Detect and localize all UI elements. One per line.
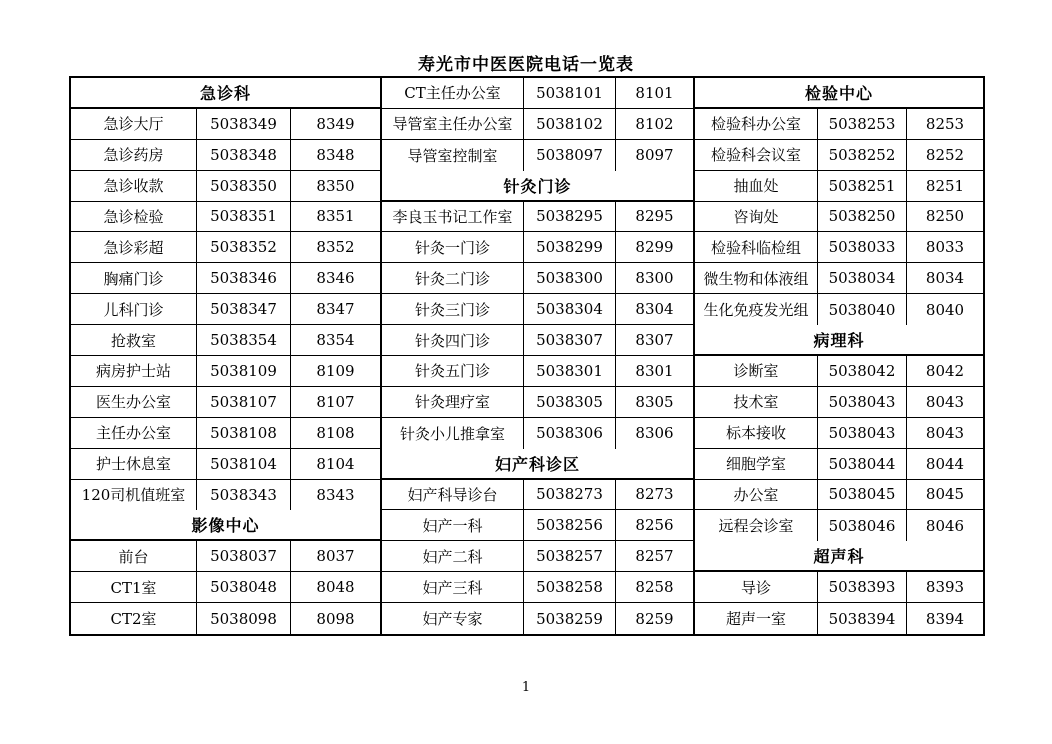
department-name: 检验科会议室 bbox=[695, 140, 818, 170]
table-row bbox=[71, 603, 380, 634]
phone-number: 5038043 bbox=[818, 418, 907, 448]
department-name: 妇产三科 bbox=[382, 572, 524, 602]
table-row bbox=[382, 140, 693, 171]
phone-number: 5038343 bbox=[197, 480, 291, 511]
table-row bbox=[71, 171, 380, 202]
table-row bbox=[695, 109, 983, 140]
table-row bbox=[382, 387, 693, 418]
extension-number: 8107 bbox=[316, 392, 355, 411]
extension-number: 8394 bbox=[925, 609, 965, 628]
phone-number: 5038348 bbox=[197, 140, 291, 170]
section-header bbox=[382, 171, 693, 202]
extension-number: 8347 bbox=[316, 300, 355, 319]
table-row bbox=[695, 202, 983, 233]
extension-number: 8343 bbox=[316, 485, 355, 504]
phone-number: 5038102 bbox=[524, 109, 616, 139]
department-name: 妇产专家 bbox=[382, 603, 524, 634]
phone-number: 5038394 bbox=[818, 603, 907, 634]
table-row bbox=[695, 356, 983, 387]
department-name: 针灸二门诊 bbox=[382, 263, 524, 293]
extension-number: 8393 bbox=[925, 578, 965, 597]
department-name: 针灸五门诊 bbox=[382, 356, 524, 386]
phone-number: 5038347 bbox=[197, 294, 291, 324]
section-title: 超声科 bbox=[813, 547, 865, 567]
extension-number: 8250 bbox=[925, 207, 965, 226]
department-name: 咨询处 bbox=[695, 202, 818, 232]
phone-number: 5038107 bbox=[197, 387, 291, 417]
department-name: 导管室控制室 bbox=[382, 140, 524, 171]
phone-number: 5038034 bbox=[818, 263, 907, 293]
table-row bbox=[71, 325, 380, 356]
section-header bbox=[695, 78, 983, 109]
table-row bbox=[71, 541, 380, 572]
extension-number: 8102 bbox=[635, 114, 674, 133]
directory-column-1 bbox=[69, 76, 382, 636]
table-row bbox=[382, 325, 693, 356]
department-name: 超声一室 bbox=[695, 603, 818, 634]
table-row bbox=[71, 387, 380, 418]
table-row bbox=[71, 232, 380, 263]
department-name: 诊断室 bbox=[695, 356, 818, 386]
phone-number: 5038258 bbox=[524, 572, 616, 602]
table-row bbox=[695, 449, 983, 480]
department-name: 检验科办公室 bbox=[695, 109, 818, 139]
extension-number: 8101 bbox=[635, 83, 674, 102]
phone-number: 5038304 bbox=[524, 294, 616, 324]
phone-number: 5038252 bbox=[818, 140, 907, 170]
section-title: 急诊科 bbox=[199, 83, 251, 103]
extension-number: 8299 bbox=[635, 238, 674, 257]
extension-number: 8046 bbox=[925, 516, 965, 535]
department-name: 抢救室 bbox=[71, 325, 197, 355]
phone-number: 5038040 bbox=[818, 294, 907, 325]
phone-number: 5038045 bbox=[818, 480, 907, 510]
extension-number: 8109 bbox=[316, 361, 355, 380]
table-row bbox=[71, 449, 380, 480]
table-row bbox=[382, 109, 693, 140]
phone-number: 5038042 bbox=[818, 356, 907, 386]
phone-number: 5038101 bbox=[524, 78, 616, 108]
department-name: CT主任办公室 bbox=[382, 78, 524, 108]
extension-number: 8108 bbox=[316, 423, 355, 442]
phone-number: 5038046 bbox=[818, 510, 907, 541]
phone-number: 5038352 bbox=[197, 232, 291, 262]
department-name: 急诊收款 bbox=[71, 171, 197, 201]
extension-number: 8305 bbox=[635, 392, 674, 411]
table-row bbox=[382, 510, 693, 541]
department-name: 妇产科导诊台 bbox=[382, 480, 524, 510]
department-name: 医生办公室 bbox=[71, 387, 197, 417]
table-row bbox=[71, 140, 380, 171]
phone-number: 5038351 bbox=[197, 202, 291, 232]
department-name: 办公室 bbox=[695, 480, 818, 510]
phone-number: 5038305 bbox=[524, 387, 616, 417]
extension-number: 8348 bbox=[316, 145, 355, 164]
department-name: 远程会诊室 bbox=[695, 510, 818, 541]
phone-number: 5038295 bbox=[524, 202, 616, 232]
phone-number: 5038033 bbox=[818, 232, 907, 262]
department-name: 针灸一门诊 bbox=[382, 232, 524, 262]
department-name: 妇产一科 bbox=[382, 510, 524, 540]
directory-column-2 bbox=[382, 76, 695, 636]
section-title: 影像中心 bbox=[191, 516, 260, 536]
department-name: 微生物和体液组 bbox=[695, 263, 818, 293]
table-row bbox=[382, 572, 693, 603]
extension-number: 8098 bbox=[316, 609, 355, 628]
table-row bbox=[71, 294, 380, 325]
table-row bbox=[382, 541, 693, 572]
phone-number: 5038350 bbox=[197, 171, 291, 201]
table-row bbox=[382, 232, 693, 263]
extension-number: 8257 bbox=[635, 547, 674, 566]
table-row bbox=[71, 418, 380, 449]
section-title: 病理科 bbox=[813, 331, 865, 351]
department-name: 儿科门诊 bbox=[71, 294, 197, 324]
table-row bbox=[382, 480, 693, 511]
department-name: 妇产二科 bbox=[382, 541, 524, 571]
extension-number: 8307 bbox=[635, 331, 674, 350]
table-row bbox=[695, 572, 983, 603]
extension-number: 8350 bbox=[316, 176, 355, 195]
department-name: CT1室 bbox=[71, 572, 197, 602]
section-header bbox=[382, 449, 693, 480]
extension-number: 8034 bbox=[925, 269, 965, 288]
department-name: 120司机值班室 bbox=[71, 480, 197, 511]
extension-number: 8097 bbox=[635, 146, 674, 165]
department-name: 护士休息室 bbox=[71, 449, 197, 479]
extension-number: 8306 bbox=[635, 424, 674, 443]
table-row bbox=[382, 418, 693, 449]
department-name: 针灸理疗室 bbox=[382, 387, 524, 417]
phone-number: 5038346 bbox=[197, 263, 291, 293]
extension-number: 8048 bbox=[316, 578, 355, 597]
extension-number: 8346 bbox=[316, 269, 355, 288]
extension-number: 8352 bbox=[316, 238, 355, 257]
department-name: 针灸三门诊 bbox=[382, 294, 524, 324]
table-row bbox=[382, 356, 693, 387]
phone-number: 5038108 bbox=[197, 418, 291, 448]
department-name: 检验科临检组 bbox=[695, 232, 818, 262]
phone-number: 5038104 bbox=[197, 449, 291, 479]
extension-number: 8256 bbox=[635, 516, 674, 535]
table-row bbox=[695, 418, 983, 449]
extension-number: 8253 bbox=[925, 114, 965, 133]
table-row bbox=[382, 294, 693, 325]
phone-number: 5038257 bbox=[524, 541, 616, 571]
phone-number: 5038109 bbox=[197, 356, 291, 386]
table-row bbox=[71, 356, 380, 387]
section-title: 妇产科诊区 bbox=[494, 454, 580, 474]
phone-number: 5038393 bbox=[818, 572, 907, 602]
department-name: 抽血处 bbox=[695, 171, 818, 201]
section-header bbox=[71, 510, 380, 541]
extension-number: 8259 bbox=[635, 609, 674, 628]
table-row bbox=[695, 232, 983, 263]
table-row bbox=[695, 263, 983, 294]
extension-number: 8304 bbox=[635, 300, 674, 319]
extension-number: 8037 bbox=[316, 547, 355, 566]
extension-number: 8300 bbox=[635, 269, 674, 288]
phone-number: 5038349 bbox=[197, 109, 291, 139]
department-name: 病房护士站 bbox=[71, 356, 197, 386]
phone-number: 5038307 bbox=[524, 325, 616, 355]
table-row bbox=[382, 263, 693, 294]
department-name: 李良玉书记工作室 bbox=[382, 202, 524, 232]
phone-number: 5038251 bbox=[818, 171, 907, 201]
section-header bbox=[695, 325, 983, 356]
department-name: 导管室主任办公室 bbox=[382, 109, 524, 139]
section-title: 针灸门诊 bbox=[503, 176, 572, 196]
table-row bbox=[382, 603, 693, 634]
table-row bbox=[695, 480, 983, 511]
department-name: 标本接收 bbox=[695, 418, 818, 448]
phone-number: 5038250 bbox=[818, 202, 907, 232]
extension-number: 8258 bbox=[635, 578, 674, 597]
extension-number: 8104 bbox=[316, 454, 355, 473]
extension-number: 8040 bbox=[925, 300, 965, 319]
table-row bbox=[71, 263, 380, 294]
extension-number: 8252 bbox=[925, 145, 965, 164]
extension-number: 8295 bbox=[635, 207, 674, 226]
page-title: 寿光市中医医院电话一览表 bbox=[418, 55, 634, 75]
table-row bbox=[71, 572, 380, 603]
phone-number: 5038299 bbox=[524, 232, 616, 262]
extension-number: 8351 bbox=[316, 207, 355, 226]
department-name: 针灸四门诊 bbox=[382, 325, 524, 355]
extension-number: 8301 bbox=[635, 361, 674, 380]
extension-number: 8043 bbox=[925, 423, 965, 442]
extension-number: 8349 bbox=[316, 114, 355, 133]
department-name: 技术室 bbox=[695, 387, 818, 417]
department-name: 主任办公室 bbox=[71, 418, 197, 448]
extension-number: 8251 bbox=[925, 176, 965, 195]
phone-number: 5038273 bbox=[524, 480, 616, 510]
extension-number: 8354 bbox=[316, 331, 355, 350]
table-row bbox=[382, 202, 693, 233]
department-name: 胸痛门诊 bbox=[71, 263, 197, 293]
phone-number: 5038048 bbox=[197, 572, 291, 602]
section-header bbox=[71, 78, 380, 109]
phone-number: 5038306 bbox=[524, 418, 616, 449]
extension-number: 8045 bbox=[925, 485, 965, 504]
table-row bbox=[71, 202, 380, 233]
table-row bbox=[695, 140, 983, 171]
table-row bbox=[695, 603, 983, 634]
phone-number: 5038300 bbox=[524, 263, 616, 293]
table-row bbox=[695, 171, 983, 202]
phone-number: 5038098 bbox=[197, 603, 291, 634]
extension-number: 8043 bbox=[925, 392, 965, 411]
phone-number: 5038044 bbox=[818, 449, 907, 479]
table-row bbox=[695, 387, 983, 418]
table-row bbox=[695, 510, 983, 541]
table-row bbox=[71, 480, 380, 511]
table-row bbox=[71, 109, 380, 140]
department-name: 导诊 bbox=[695, 572, 818, 602]
table-row bbox=[382, 78, 693, 109]
department-name: 急诊药房 bbox=[71, 140, 197, 170]
directory-column-3 bbox=[695, 76, 985, 636]
phone-number: 5038301 bbox=[524, 356, 616, 386]
phone-number: 5038253 bbox=[818, 109, 907, 139]
department-name: 前台 bbox=[71, 541, 197, 571]
department-name: 细胞学室 bbox=[695, 449, 818, 479]
phone-number: 5038354 bbox=[197, 325, 291, 355]
department-name: 生化免疫发光组 bbox=[695, 294, 818, 325]
phone-directory-table bbox=[69, 76, 985, 636]
extension-number: 8044 bbox=[925, 454, 965, 473]
section-header bbox=[695, 541, 983, 572]
extension-number: 8033 bbox=[925, 238, 965, 257]
phone-number: 5038256 bbox=[524, 510, 616, 540]
extension-number: 8042 bbox=[925, 361, 965, 380]
phone-number: 5038043 bbox=[818, 387, 907, 417]
department-name: CT2室 bbox=[71, 603, 197, 634]
phone-number: 5038259 bbox=[524, 603, 616, 634]
department-name: 急诊大厅 bbox=[71, 109, 197, 139]
department-name: 急诊彩超 bbox=[71, 232, 197, 262]
department-name: 针灸小儿推拿室 bbox=[382, 418, 524, 449]
department-name: 急诊检验 bbox=[71, 202, 197, 232]
extension-number: 8273 bbox=[635, 485, 674, 504]
phone-number: 5038037 bbox=[197, 541, 291, 571]
section-title: 检验中心 bbox=[804, 83, 873, 103]
table-row bbox=[695, 294, 983, 325]
phone-number: 5038097 bbox=[524, 140, 616, 171]
page-number: 1 bbox=[521, 680, 531, 695]
